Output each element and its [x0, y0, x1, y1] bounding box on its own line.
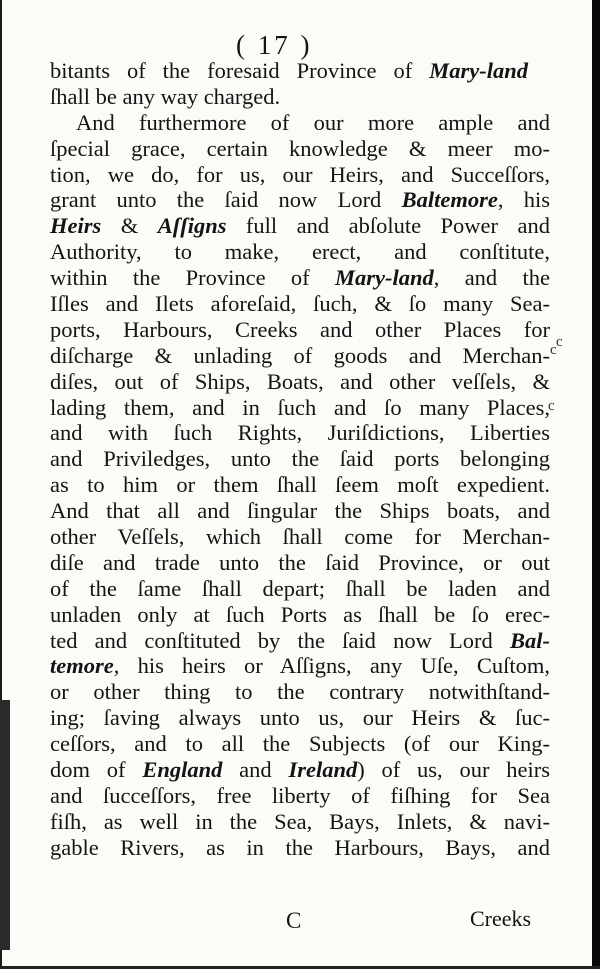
text-run: ſpecial grace, certain knowledge & meer mo-	[50, 135, 550, 161]
text-line	[50, 84, 550, 110]
text-run: diſes, out of Ships, Boats, and other veſſels, &	[50, 368, 550, 394]
text-run: Iſles and Ilets aforeſaid, ſuch, & ſo many Sea-	[50, 291, 550, 317]
text-line	[50, 213, 550, 239]
text-line	[50, 783, 550, 809]
text-line	[50, 835, 550, 861]
text-run: other Veſſels, which ſhall come for Merchan-	[50, 524, 550, 550]
text-line	[50, 343, 550, 369]
text-run: and with ſuch Rights, Juriſdictions, Liberties	[50, 420, 550, 446]
text-line	[50, 110, 550, 136]
italic-name: temore	[50, 653, 114, 679]
text-run: bitants of the foresaid Province of	[50, 58, 430, 83]
italic-name: Bal-	[509, 627, 550, 653]
text-run: dom of	[50, 757, 143, 783]
text-line	[50, 731, 550, 757]
text-line	[50, 395, 550, 421]
text-line	[50, 653, 550, 679]
italic-name: Ireland	[288, 757, 358, 783]
text-run: of the ſame ſhall depart; ſhall be laden and	[50, 575, 550, 601]
italic-name: Baltemore	[401, 187, 498, 213]
text-run: And that all and ſingular the Ships boats, and	[50, 498, 550, 524]
text-run: , his	[497, 187, 550, 213]
text-run: diſe and trade unto the ſaid Province, or out	[50, 549, 550, 575]
text-line	[50, 602, 550, 628]
text-run: ) of us, our heirs	[357, 757, 550, 783]
text-run: and	[222, 757, 289, 783]
text-run: tion, we do, for us, our Heirs, and Succeſſors,	[50, 161, 550, 187]
text-line	[50, 369, 550, 395]
text-line	[50, 136, 550, 162]
text-run: , his heirs or Aſſigns, any Uſe, Cuſtom,	[113, 653, 550, 679]
text-run: grant unto the ſaid now Lord	[50, 187, 402, 213]
text-run: diſcharge & unlading of goods and Merchan-	[50, 342, 550, 368]
page-number: ( 17 )	[236, 30, 313, 60]
italic-name: England	[142, 757, 223, 783]
text-line	[50, 162, 550, 188]
text-run: within the Province of	[50, 265, 335, 291]
text-line	[50, 628, 550, 654]
text-run: lading them, and in ſuch and ſo many Places,	[50, 394, 550, 420]
text-line	[50, 58, 550, 84]
text-run: ing; ſaving always unto us, our Heirs & ſuc-	[50, 705, 550, 731]
text-line	[50, 420, 550, 446]
text-line	[50, 239, 550, 265]
text-run: and Priviledges, unto the ſaid ports belonging	[50, 446, 550, 472]
text-run: And furthermore of our more ample and	[76, 109, 550, 135]
text-run: full and abſolute Power and	[226, 213, 550, 239]
text-line	[50, 265, 550, 291]
page-right-edge	[592, 0, 600, 969]
text-line	[50, 472, 550, 498]
margin-mark: c	[550, 342, 557, 358]
body-text	[50, 58, 550, 861]
text-line	[50, 446, 550, 472]
binding-shadow	[0, 700, 10, 950]
text-run: fiſh, as well in the Sea, Bays, Inlets, & navi-	[50, 808, 550, 834]
text-run: &	[101, 213, 158, 239]
text-run: unladen only at ſuch Ports as ſhall be ſo erec-	[50, 601, 550, 627]
text-line	[50, 291, 550, 317]
margin-mark: c	[556, 334, 563, 350]
text-line	[50, 679, 550, 705]
text-run: , and the	[433, 265, 550, 291]
text-run: Authority, to make, erect, and conſtitute,	[50, 239, 550, 265]
text-run: ted and conſtituted by the ſaid now Lord	[50, 627, 510, 653]
text-run: as to him or them ſhall ſeem moſt expedient.	[50, 472, 550, 498]
text-line	[50, 187, 550, 213]
italic-name: Aſſigns	[157, 213, 227, 239]
text-line	[50, 524, 550, 550]
text-run: or other thing to the contrary notwithſtand-	[50, 679, 550, 705]
margin-mark: c	[548, 398, 555, 414]
text-line	[50, 317, 550, 343]
italic-name: Mary-land	[429, 58, 528, 83]
text-line	[50, 550, 550, 576]
text-run: ports, Harbours, Creeks and other Places for	[50, 316, 550, 342]
text-line	[50, 705, 550, 731]
text-run: and ſucceſſors, free liberty of fiſhing for Sea	[50, 782, 550, 808]
text-run: ſhall be any way charged.	[50, 83, 281, 109]
text-line	[50, 809, 550, 835]
text-run: gable Rivers, as in the Harbours, Bays, and	[50, 834, 550, 860]
italic-name: Mary-land	[334, 265, 434, 291]
signature-mark: C	[286, 908, 302, 933]
text-line	[50, 498, 550, 524]
catchword: Creeks	[470, 906, 532, 931]
italic-name: Heirs	[50, 213, 102, 239]
text-line	[50, 757, 550, 783]
text-line	[50, 576, 550, 602]
text-run: ceſſors, and to all the Subjects (of our King-	[50, 731, 550, 757]
